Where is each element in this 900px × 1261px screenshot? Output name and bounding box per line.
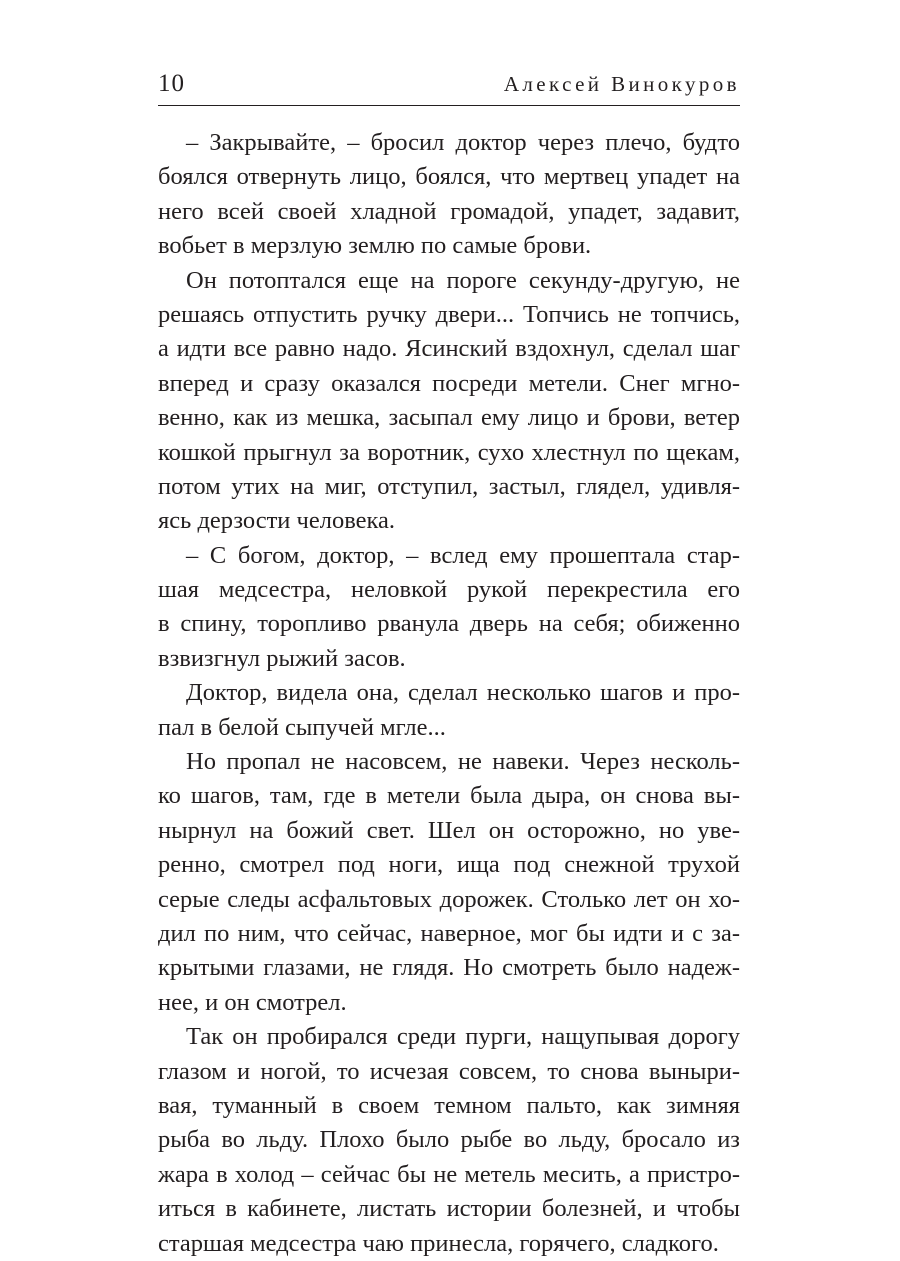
paragraph xyxy=(158,126,740,264)
text-line: Доктор, видела она, сделал несколько шагов и про- xyxy=(186,679,740,707)
book-page xyxy=(158,0,740,1257)
text-line: дил по ним, что сейчас, наверное, мог бы идти и с за- xyxy=(158,919,740,947)
text-line: ясь дерзости человека. xyxy=(158,507,396,535)
text-line: в спину, торопливо рванула дверь на себя; обиженно xyxy=(158,610,740,638)
page-number: 10 xyxy=(158,70,185,97)
text-line: ренно, смотрел под ноги, ища под снежной трухой xyxy=(158,851,740,879)
running-head xyxy=(158,66,740,102)
text-line: крытыми глазами, не глядя. Но смотреть было надеж- xyxy=(158,954,740,982)
text-line: иться в кабинете, листать истории болезней, и чтобы xyxy=(158,1195,740,1223)
text-line: потом утих на миг, отступил, застыл, глядел, удивля- xyxy=(158,472,740,500)
text-line: вперед и сразу оказался посреди метели. Снег мгно- xyxy=(158,369,740,397)
paragraph xyxy=(158,1020,740,1261)
header-rule xyxy=(158,105,740,106)
text-line: взвизгнул рыжий засов. xyxy=(158,644,406,672)
text-line: ко шагов, там, где в метели была дыра, он снова вы- xyxy=(158,782,740,810)
paragraph xyxy=(158,676,740,745)
text-line: нырнул на божий свет. Шел он осторожно, но уве- xyxy=(158,816,740,844)
text-line: шая медсестра, неловкой рукой перекрестила его xyxy=(158,576,740,604)
text-line: Так он пробирался среди пурги, нащупывая дорогу xyxy=(186,1023,740,1051)
body-text xyxy=(158,126,740,1261)
text-line: пал в белой сыпучей мгле... xyxy=(158,713,446,741)
text-line: Но пропал не насовсем, не навеки. Через несколь- xyxy=(186,748,740,776)
text-line: боялся отвернуть лицо, боялся, что мертвец упадет на xyxy=(158,163,740,191)
text-line: жара в холод – сейчас бы не метель месить, а пристро- xyxy=(158,1160,740,1188)
text-line: венно, как из мешка, засыпал ему лицо и брови, ветер xyxy=(158,404,740,432)
text-line: рыба во льду. Плохо было рыбе во льду, бросало из xyxy=(158,1126,740,1154)
paragraph xyxy=(158,539,740,677)
text-line: нее, и он смотрел. xyxy=(158,988,347,1016)
text-line: кошкой прыгнул за воротник, сухо хлестнул по щекам, xyxy=(158,438,740,466)
text-line: а идти все равно надо. Ясинский вздохнул, сделал шаг xyxy=(158,335,740,363)
paragraph xyxy=(158,745,740,1020)
text-line: вобьет в мерзлую землю по самые брови. xyxy=(158,232,592,260)
text-line: старшая медсестра чаю принесла, горячего, сладкого. xyxy=(158,1229,719,1257)
text-line: – С богом, доктор, – вслед ему прошептала стар- xyxy=(186,541,740,569)
text-line: Он потоптался еще на пороге секунду-другую, не xyxy=(186,266,740,294)
text-line: серые следы асфальтовых дорожек. Столько лет он хо- xyxy=(158,885,740,913)
running-title: Алексей Винокуров xyxy=(503,72,740,96)
text-line: него всей своей хладной громадой, упадет, задавит, xyxy=(158,197,740,225)
text-line: вая, туманный в своем темном пальто, как зимняя xyxy=(158,1091,740,1119)
text-line: – Закрывайте, – бросил доктор через плечо, будто xyxy=(186,129,740,156)
text-line: решаясь отпустить ручку двери... Топчись не топчись, xyxy=(158,300,740,328)
text-line: глазом и ногой, то исчезая совсем, то снова выныри- xyxy=(158,1057,740,1085)
paragraph xyxy=(158,264,740,539)
